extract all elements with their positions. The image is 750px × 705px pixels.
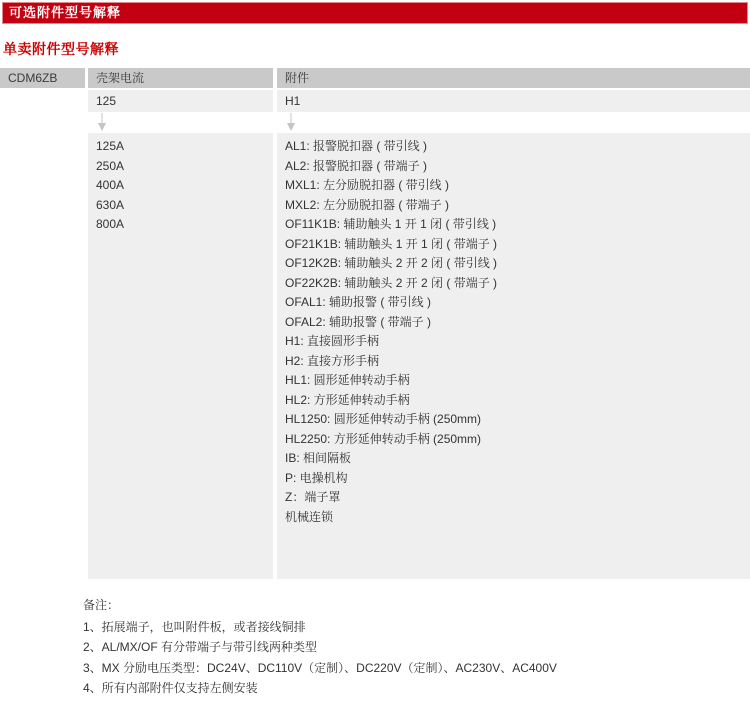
- down-arrow-icon: [285, 113, 297, 132]
- arrow-row: [0, 112, 750, 133]
- accessory-item: 机械连锁: [285, 509, 334, 524]
- accessory-item: OF11K1B: 辅助触头 1 开 1 闭 ( 带引线 ): [285, 217, 497, 231]
- selected-value-row: [0, 90, 750, 112]
- selected-accessory: H1: [277, 90, 750, 112]
- accessory-item: H1: 直接圆形手柄: [285, 334, 380, 348]
- frame-current-arrow-cell: [88, 112, 273, 133]
- accessory-item: OF21K1B: 辅助触头 1 开 1 闭 ( 带端子 ): [285, 236, 498, 251]
- frame-current-item: 250A: [96, 158, 125, 173]
- frame-current-item: 800A: [96, 217, 125, 231]
- accessory-item: AL1: 报警脱扣器 ( 带引线 ): [285, 139, 428, 153]
- accessory-item: HL2: 方形延伸转动手柄: [285, 392, 410, 407]
- frame-current-header-cell: 壳架电流: [88, 68, 273, 88]
- options-row: [0, 133, 750, 579]
- model-header-cell: CDM6ZB: [0, 68, 85, 88]
- accessory-item: Z：端子罩: [285, 490, 341, 504]
- table-header-row: [0, 68, 750, 88]
- accessory-item: OFAL2: 辅助报警 ( 带端子 ): [285, 314, 432, 329]
- accessory-item: MXL1: 左分励脱扣器 ( 带引线 ): [285, 178, 450, 192]
- frame-current-item: 125A: [96, 139, 125, 153]
- accessory-item: MXL2: 左分励脱扣器 ( 带端子 ): [285, 197, 450, 212]
- accessory-item: IB: 相间隔板: [285, 451, 352, 465]
- notes-list: [83, 617, 557, 699]
- empty-cell: [0, 133, 85, 579]
- page-subtitle: 单卖附件型号解释: [3, 41, 119, 57]
- accessory-item: OFAL1: 辅助报警 ( 带引线 ): [285, 295, 432, 309]
- selected-frame-current: 125: [88, 90, 273, 112]
- accessory-item: HL2250: 方形延伸转动手柄 (250mm): [285, 431, 482, 446]
- accessory-item: P: 电操机构: [285, 470, 348, 485]
- frame-current-item: 400A: [96, 178, 125, 192]
- frame-current-list: [88, 133, 273, 579]
- accessory-header-cell: 附件: [277, 68, 750, 88]
- section-header-bar: [2, 2, 748, 24]
- notes-title: 备注：: [83, 598, 120, 612]
- notes-section: [83, 595, 557, 699]
- note-item: 2、AL/MX/OF 有分带端子与带引线两种类型: [83, 640, 318, 654]
- note-item: 4、所有内部附件仅支持左侧安装: [83, 681, 258, 695]
- accessory-item: OF22K2B: 辅助触头 2 开 2 闭 ( 带端子 ): [285, 275, 498, 290]
- accessory-item: HL1250: 圆形延伸转动手柄 (250mm): [285, 412, 482, 426]
- accessory-item: HL1: 圆形延伸转动手柄: [285, 373, 410, 387]
- accessory-list: [277, 133, 750, 579]
- down-arrow-icon: [96, 113, 108, 132]
- section-header-title: 可选附件型号解释: [9, 5, 122, 20]
- empty-cell: [0, 90, 85, 112]
- frame-current-item: 630A: [96, 197, 125, 212]
- accessory-arrow-cell: [277, 112, 750, 133]
- note-item: 3、MX 分励电压类型：DC24V、DC110V（定制）、DC220V（定制）、AC230V、AC400V: [83, 660, 557, 675]
- accessory-item: AL2: 报警脱扣器 ( 带端子 ): [285, 158, 428, 173]
- accessory-item: OF12K2B: 辅助触头 2 开 2 闭 ( 带引线 ): [285, 256, 498, 270]
- empty-cell: [0, 112, 85, 133]
- note-item: 1、拓展端子，也叫附件板，或者接线铜排: [83, 619, 306, 634]
- accessory-item: H2: 直接方形手柄: [285, 353, 380, 368]
